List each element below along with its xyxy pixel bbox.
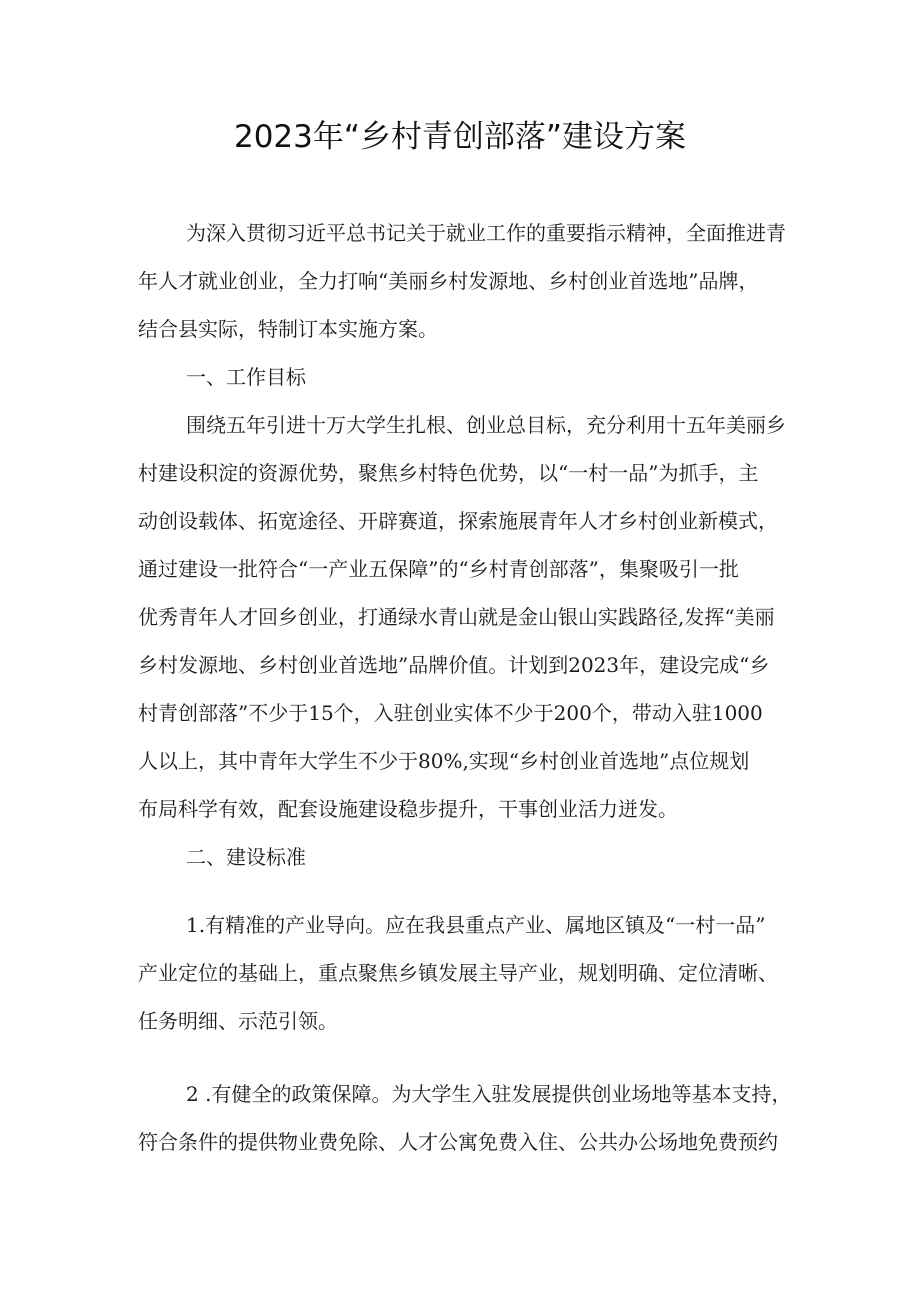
goals-line-7: 村青创部落”不少于15个，入驻创业实体不少于200个，带动入驻1000 bbox=[138, 701, 763, 725]
standard-1-line-1: 1.有精准的产业导向。应在我县重点产业、属地区镇及“一村一品” bbox=[186, 913, 766, 937]
standard-1-line-2: 产业定位的基础上，重点聚焦乡镇发展主导产业，规划明确、定位清晰、 bbox=[138, 961, 778, 985]
intro-line-3: 结合县实际，特制订本实施方案。 bbox=[138, 317, 438, 341]
goals-line-2: 村建设积淀的资源优势，聚焦乡村特色优势，以“一村一品”为抓手，主 bbox=[138, 461, 759, 485]
standard-2-line-1: 2 .有健全的政策保障。为大学生入驻发展提供创业场地等基本支持， bbox=[186, 1082, 792, 1106]
goals-line-8: 人以上，其中青年大学生不少于80%,实现“乡村创业首选地”点位规划 bbox=[138, 749, 750, 773]
intro-line-1: 为深入贯彻习近平总书记关于就业工作的重要指示精神，全面推进青 bbox=[186, 221, 786, 245]
intro-line-2: 年人才就业创业，全力打响“美丽乡村发源地、乡村创业首选地”品牌， bbox=[138, 269, 759, 293]
goals-line-9: 布局科学有效，配套设施建设稳步提升，干事创业活力迸发。 bbox=[138, 797, 678, 821]
goals-line-4: 通过建设一批符合“一产业五保障”的“乡村青创部落”，集聚吸引一批 bbox=[138, 557, 739, 581]
standard-2-line-2: 符合条件的提供物业费免除、人才公寓免费入住、公共办公场地免费预约 bbox=[138, 1130, 778, 1154]
standard-1-line-3: 任务明细、示范引领。 bbox=[138, 1009, 338, 1033]
goals-line-1: 围绕五年引进十万大学生扎根、创业总目标，充分利用十五年美丽乡 bbox=[186, 413, 786, 437]
section-heading-goals: 一、工作目标 bbox=[186, 365, 306, 389]
goals-line-6: 乡村发源地、乡村创业首选地”品牌价值。计划到2023年，建设完成“乡 bbox=[138, 653, 770, 677]
goals-line-5: 优秀青年人才回乡创业，打通绿水青山就是金山银山实践路径,发挥“美丽 bbox=[138, 605, 775, 629]
goals-line-3: 动创设载体、拓宽途径、开辟赛道，探索施展青年人才乡村创业新模式， bbox=[138, 509, 778, 533]
document-title: 2023年“乡村青创部落”建设方案 bbox=[233, 119, 686, 155]
section-heading-standards: 二、建设标准 bbox=[186, 845, 306, 869]
